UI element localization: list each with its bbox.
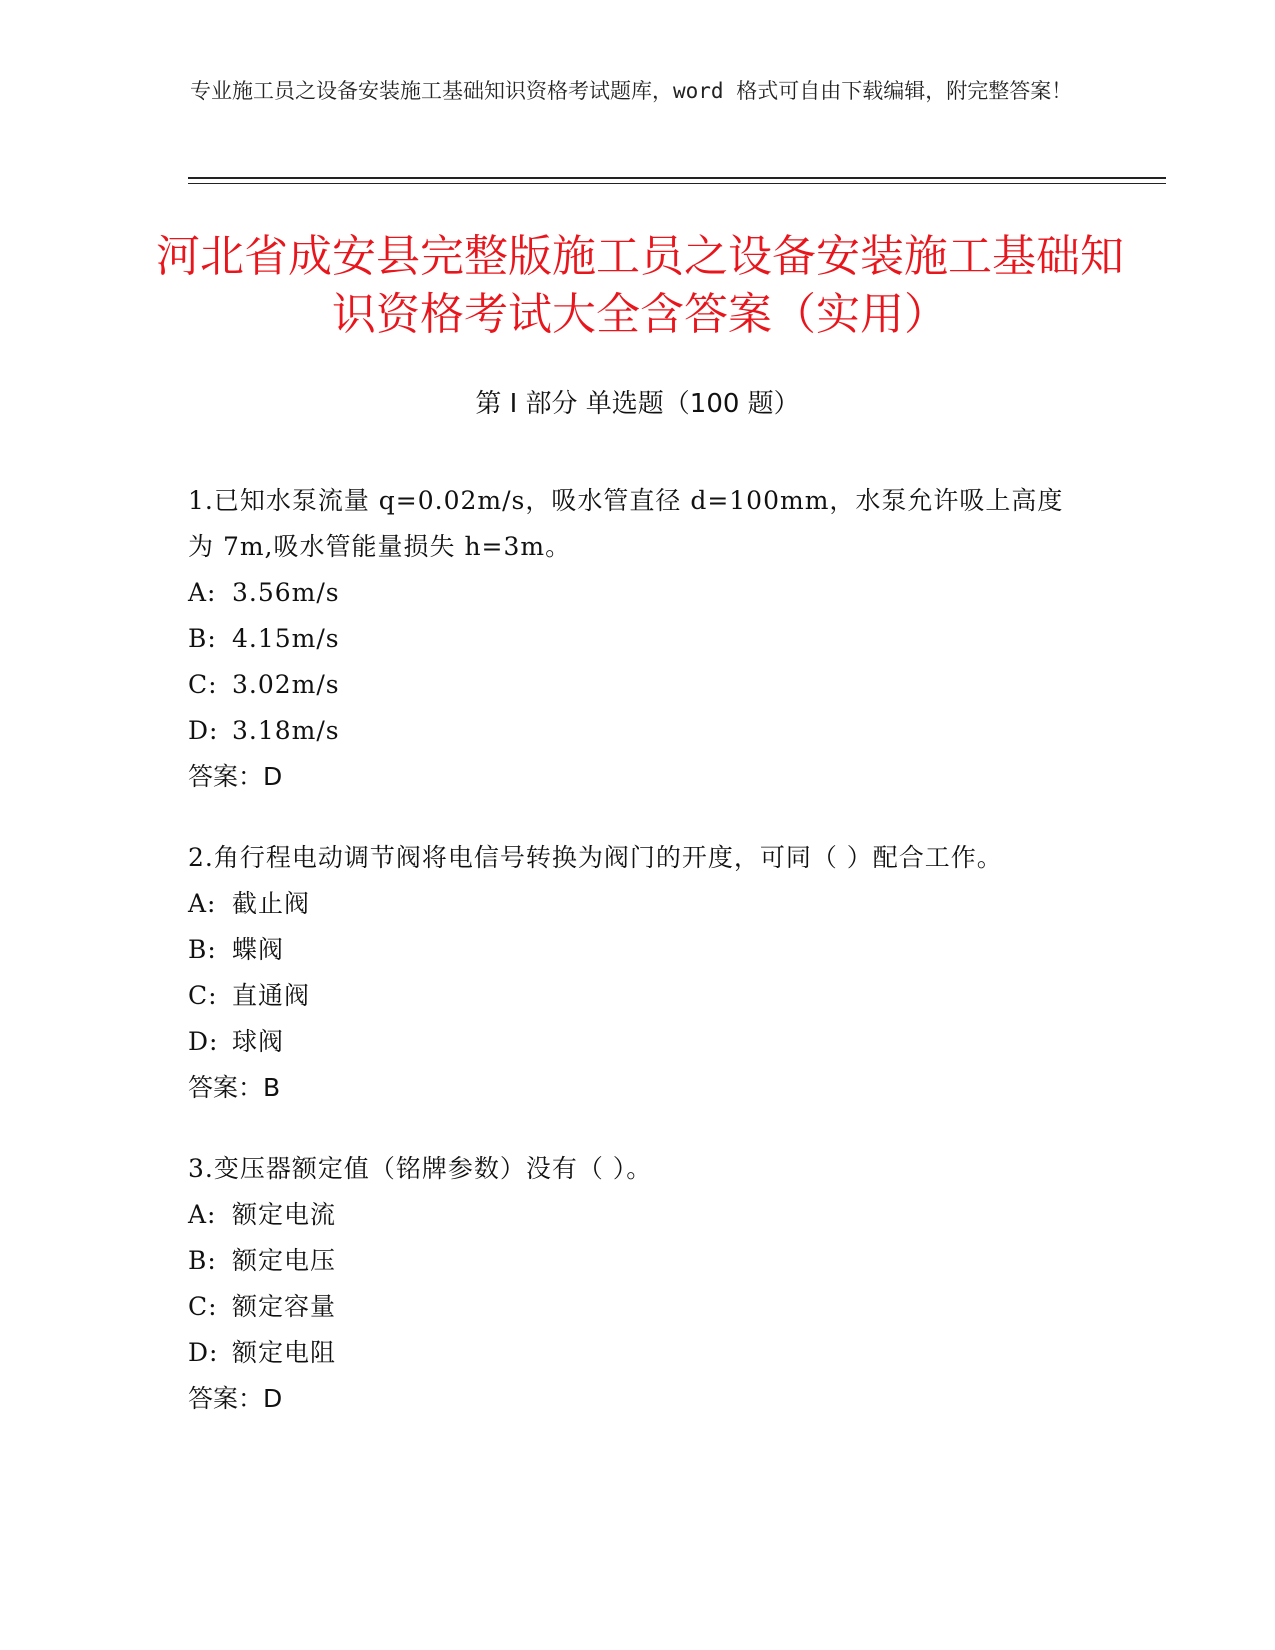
option-text: 截止阀: [232, 889, 311, 918]
option-letter: D:: [188, 1027, 219, 1056]
option-letter: C:: [188, 670, 218, 699]
question-stem: 1.已知水泵流量 q=0.02m/s，吸水管直径 d=100mm，水泵允许吸上高度为 7m,吸水管能量损失 h=3m。: [188, 486, 1064, 561]
answer-line: 答案：D: [188, 762, 283, 791]
option-letter: B:: [188, 935, 217, 964]
question-list: [188, 478, 1088, 1457]
option-d: [188, 1330, 1088, 1376]
option-letter: A:: [188, 578, 217, 607]
option-b: [188, 616, 1088, 662]
question-2: [188, 835, 1088, 1111]
option-text: 3.02m/s: [232, 670, 340, 699]
option-b: [188, 927, 1088, 973]
question-stem: 2.角行程电动调节阀将电信号转换为阀门的开度，可同（ ）配合工作。: [188, 843, 1003, 872]
option-letter: C:: [188, 1292, 218, 1321]
option-text: 4.15m/s: [232, 624, 340, 653]
option-letter: C:: [188, 981, 218, 1010]
option-letter: B:: [188, 1246, 217, 1275]
question-stem: 3.变压器额定值（铭牌参数）没有（ ）。: [188, 1154, 653, 1183]
option-a: [188, 881, 1088, 927]
option-a: [188, 1192, 1088, 1238]
option-letter: D:: [188, 716, 219, 745]
option-d: [188, 1019, 1088, 1065]
option-text: 直通阀: [232, 981, 311, 1010]
option-c: [188, 662, 1088, 708]
header-divider-thin: [188, 183, 1166, 184]
answer-line: 答案：D: [188, 1384, 283, 1413]
option-letter: A:: [188, 889, 217, 918]
option-d: [188, 708, 1088, 754]
answer-line: 答案：B: [188, 1073, 281, 1102]
option-letter: A:: [188, 1200, 217, 1229]
option-letter: B:: [188, 624, 217, 653]
option-c: [188, 973, 1088, 1019]
option-text: 3.18m/s: [232, 716, 340, 745]
option-text: 3.56m/s: [232, 578, 340, 607]
option-a: [188, 570, 1088, 616]
option-text: 额定电阻: [232, 1338, 337, 1367]
question-1: [188, 478, 1088, 800]
option-letter: D:: [188, 1338, 219, 1367]
option-text: 球阀: [232, 1027, 285, 1056]
question-3: [188, 1146, 1088, 1422]
option-text: 额定容量: [232, 1292, 337, 1321]
option-text: 额定电压: [232, 1246, 337, 1275]
option-text: 额定电流: [232, 1200, 337, 1229]
option-c: [188, 1284, 1088, 1330]
header-note: 专业施工员之设备安装施工基础知识资格考试题库，word 格式可自由下载编辑，附完整答案！: [190, 79, 1073, 103]
header-divider-thick: [188, 177, 1166, 179]
option-text: 蝶阀: [232, 935, 285, 964]
section-title: 第 I 部分 单选题（100 题）: [475, 389, 800, 419]
document-title: 河北省成安县完整版施工员之设备安装施工基础知识资格考试大全含答案（实用）: [156, 231, 1124, 340]
option-b: [188, 1238, 1088, 1284]
